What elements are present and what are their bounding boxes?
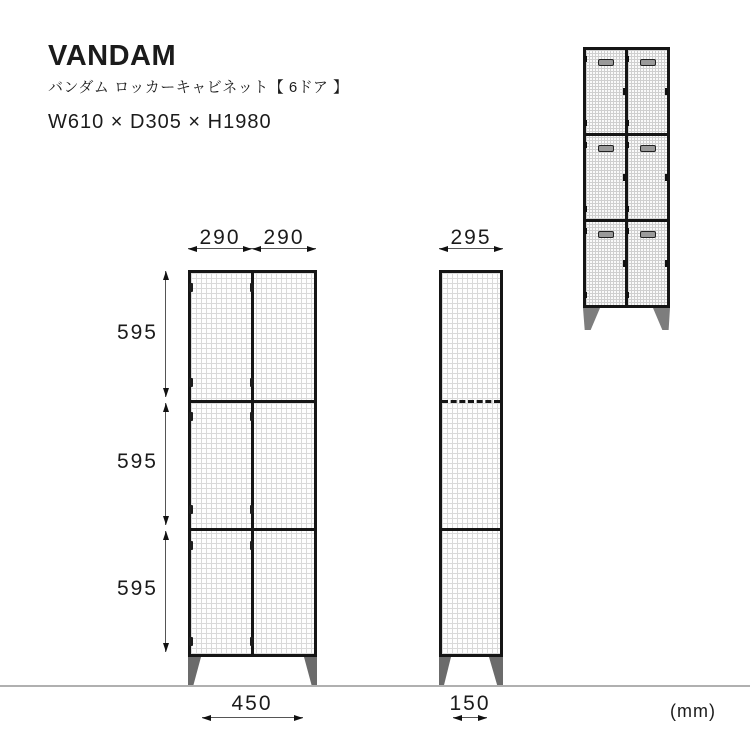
side-view-body (439, 270, 503, 657)
ground-line (0, 685, 750, 687)
dim-label-section-top: 595 (116, 321, 158, 344)
door-hinge (250, 283, 254, 292)
door-hinge (189, 637, 193, 646)
vent-slot (640, 145, 656, 152)
door-hinge (250, 637, 254, 646)
dim-label-side-depth: 295 (450, 226, 492, 249)
vent-slot (598, 145, 614, 152)
door-hinge (189, 505, 193, 514)
locker-door (586, 136, 625, 219)
side-foot-right (489, 657, 503, 685)
front-shelf-divider (191, 528, 314, 531)
dim-line-side-leg-span (453, 717, 487, 718)
front-view-body (188, 270, 317, 657)
door-hinge (189, 541, 193, 550)
locker-door (628, 222, 667, 305)
door-latch (623, 88, 626, 95)
door-latch (623, 260, 626, 267)
unit-label: (mm) (670, 701, 716, 721)
dim-label-front-width-right: 290 (263, 226, 305, 249)
vent-slot (598, 59, 614, 66)
vent-slot (640, 231, 656, 238)
door-hinge (626, 142, 629, 148)
door-hinge (250, 541, 254, 550)
door-hinge (626, 56, 629, 62)
door-hinge (584, 228, 587, 234)
door-hinge (584, 206, 587, 212)
front-view-drawing (188, 270, 317, 685)
door-hinge (626, 206, 629, 212)
vent-slot (598, 231, 614, 238)
door-latch (665, 88, 668, 95)
product-size-text: W610 × D305 × H1980 (48, 111, 272, 133)
door-hinge (584, 292, 587, 298)
dim-label-section-middle: 595 (116, 450, 158, 473)
locker-door (628, 50, 667, 133)
door-hinge (584, 120, 587, 126)
illustration-foot-left (583, 308, 600, 330)
door-hinge (584, 142, 587, 148)
side-view-drawing (439, 270, 503, 685)
front-foot-right (304, 657, 317, 685)
dim-label-side-leg-span: 150 (449, 692, 491, 715)
door-hinge (189, 412, 193, 421)
door-hinge (250, 505, 254, 514)
page-title: VANDAM (48, 40, 177, 72)
illustration-foot-right (653, 308, 670, 330)
side-divider-dashed (442, 400, 500, 403)
dim-line-section-middle (165, 403, 166, 525)
product-subtitle: バンダム ロッカーキャビネット【 6ドア 】 (48, 79, 349, 96)
locker-illustration-body (583, 47, 670, 308)
front-center-divider (251, 273, 254, 654)
dim-line-front-leg-span (202, 717, 303, 718)
door-hinge (189, 283, 193, 292)
door-latch (623, 174, 626, 181)
dim-line-section-bottom (165, 531, 166, 652)
door-hinge (626, 292, 629, 298)
dim-label-front-leg-span: 450 (231, 692, 273, 715)
locker-door (628, 136, 667, 219)
dim-label-front-width-left: 290 (199, 226, 241, 249)
door-hinge (250, 378, 254, 387)
locker-door (586, 222, 625, 305)
door-hinge (626, 120, 629, 126)
door-latch (665, 174, 668, 181)
door-latch (665, 260, 668, 267)
vent-slot (640, 59, 656, 66)
front-shelf-divider (191, 400, 314, 403)
door-hinge (626, 228, 629, 234)
side-foot-left (439, 657, 451, 685)
dim-line-section-top (165, 271, 166, 397)
side-divider-solid (442, 528, 500, 531)
dim-label-section-bottom: 595 (116, 577, 158, 600)
locker-illustration (583, 47, 670, 330)
door-hinge (250, 412, 254, 421)
door-hinge (189, 378, 193, 387)
front-foot-left (188, 657, 201, 685)
door-hinge (584, 56, 587, 62)
locker-door (586, 50, 625, 133)
